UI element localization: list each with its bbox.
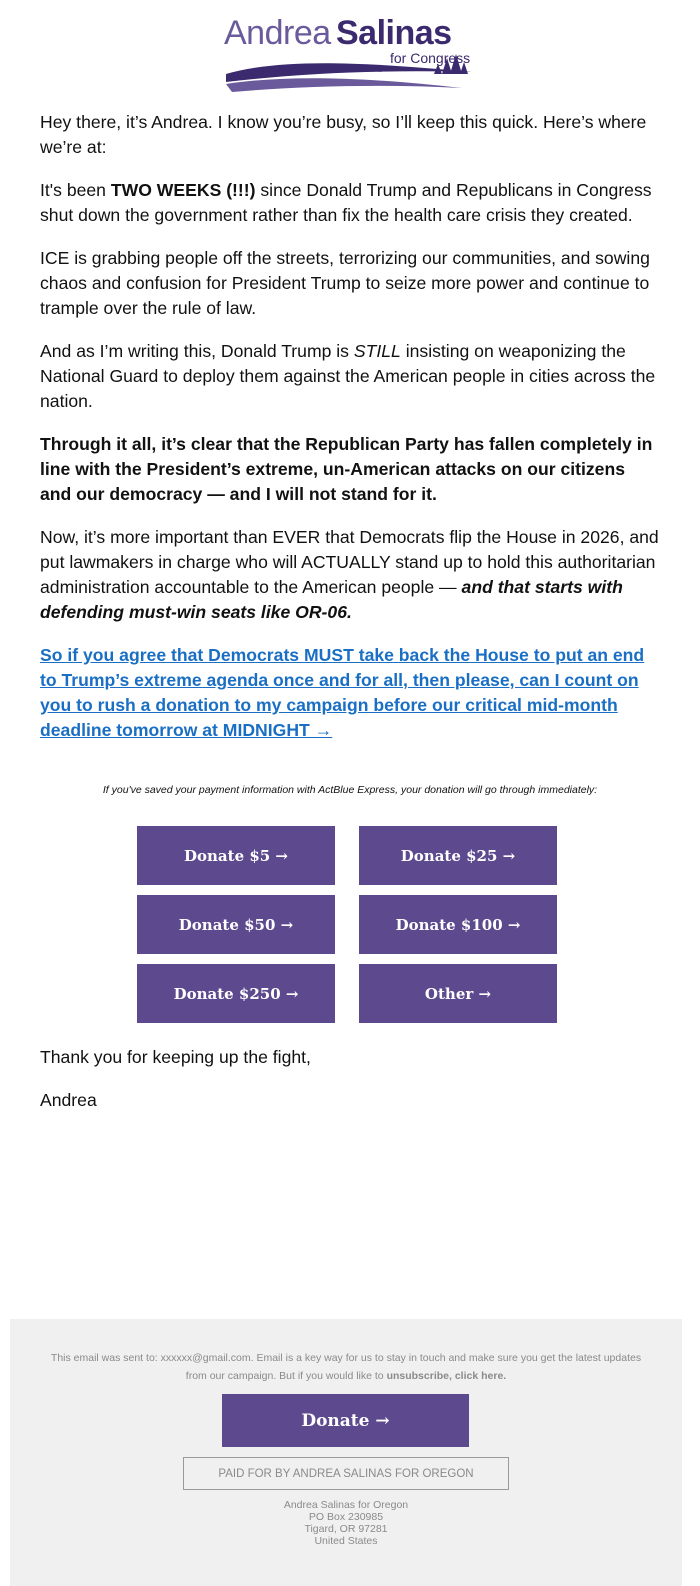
- email-body: [40, 110, 660, 761]
- paragraph-national-guard: [40, 339, 660, 414]
- footer-donate-button[interactable]: Donate →: [222, 1394, 469, 1447]
- footer-note-text: This email was sent to: xxxxxx@gmail.com. Email is a key way for us to stay in touch and make sure you get the latest updates from our campaign. But if you would like to: [50, 1352, 642, 1382]
- p6-text-pre: Now, it’s more important than EVER that Democrats flip the House in 2026, and put lawmakers in charge who will ACTUALLY stand up to hold this authoritarian administration accountable to the American people —: [40, 527, 659, 597]
- address-line: PO Box 230985: [308, 1511, 384, 1523]
- donation-cta-link[interactable]: So if you agree that Democrats MUST take back the House to put an end to Trump’s extreme agenda once and for all, then please, can I count on you to rush a donation to my campaign before our critical mid-month deadline tomorrow at MIDNIGHT →: [40, 645, 645, 740]
- footer-note: [50, 1349, 642, 1385]
- p4-text-italic: STILL: [353, 341, 401, 361]
- paragraph-flip-house: [40, 525, 660, 625]
- signoff-name: Andrea: [40, 1090, 97, 1110]
- donate-250-button[interactable]: Donate $250 →: [137, 964, 335, 1023]
- campaign-logo: [222, 14, 474, 96]
- p5-text-bold: Through it all, it’s clear that the Republican Party has fallen completely in line with the President’s extreme, un-American attacks on our citizens and our democracy — and I will not stand for it.: [40, 434, 653, 504]
- address-line: Tigard, OR 97281: [304, 1523, 388, 1535]
- logo-swoosh-trees-icon: [222, 44, 474, 96]
- signoff-line: Thank you for keeping up the fight,: [40, 1047, 311, 1067]
- p2-text-bold: TWO WEEKS (!!!): [110, 180, 256, 200]
- mailing-address: [10, 1499, 682, 1547]
- email-footer: [10, 1319, 682, 1586]
- p6-text-bold-italic: and that starts with defending must-win seats like OR-06.: [40, 577, 623, 622]
- paragraph-ice: ICE is grabbing people off the streets, terrorizing our communities, and sowing chaos and confusion for President Trump to seize more power and continue to trample over the rule of law.: [40, 248, 650, 318]
- paragraph-republican-party: [40, 432, 660, 507]
- logo-subtitle: for Congress: [390, 50, 471, 66]
- paragraph-intro: Hey there, it’s Andrea. I know you’re busy, so I’ll keep this quick. Here’s where we’re at:: [40, 112, 647, 157]
- paragraph-cta: [40, 643, 660, 743]
- paid-for-disclaimer: PAID FOR BY ANDREA SALINAS FOR OREGON: [183, 1457, 509, 1490]
- logo-first-name: Andrea: [224, 14, 331, 52]
- donate-5-button[interactable]: Donate $5 →: [137, 826, 335, 885]
- address-line: United States: [314, 1535, 378, 1547]
- p2-text-pre: It's been: [40, 180, 111, 200]
- unsubscribe-link[interactable]: unsubscribe, click here.: [386, 1370, 507, 1382]
- donate-other-button[interactable]: Other →: [359, 964, 557, 1023]
- paragraph-shutdown: [40, 178, 660, 228]
- p4-text-post: insisting on weaponizing the National Guard to deploy them against the American people in cities across the nation.: [40, 341, 656, 411]
- actblue-disclaimer: If you've saved your payment information with ActBlue Express, your donation will go through immediately:: [102, 784, 598, 796]
- p4-text-pre: And as I’m writing this, Donald Trump is: [40, 341, 354, 361]
- donate-50-button[interactable]: Donate $50 →: [137, 895, 335, 954]
- address-line: Andrea Salinas for Oregon: [283, 1499, 409, 1511]
- logo-last-name: Salinas: [336, 14, 452, 52]
- donate-100-button[interactable]: Donate $100 →: [359, 895, 557, 954]
- p2-text-post: since Donald Trump and Republicans in Congress shut down the government rather than fix the health care crisis they created.: [40, 180, 652, 225]
- donate-25-button[interactable]: Donate $25 →: [359, 826, 557, 885]
